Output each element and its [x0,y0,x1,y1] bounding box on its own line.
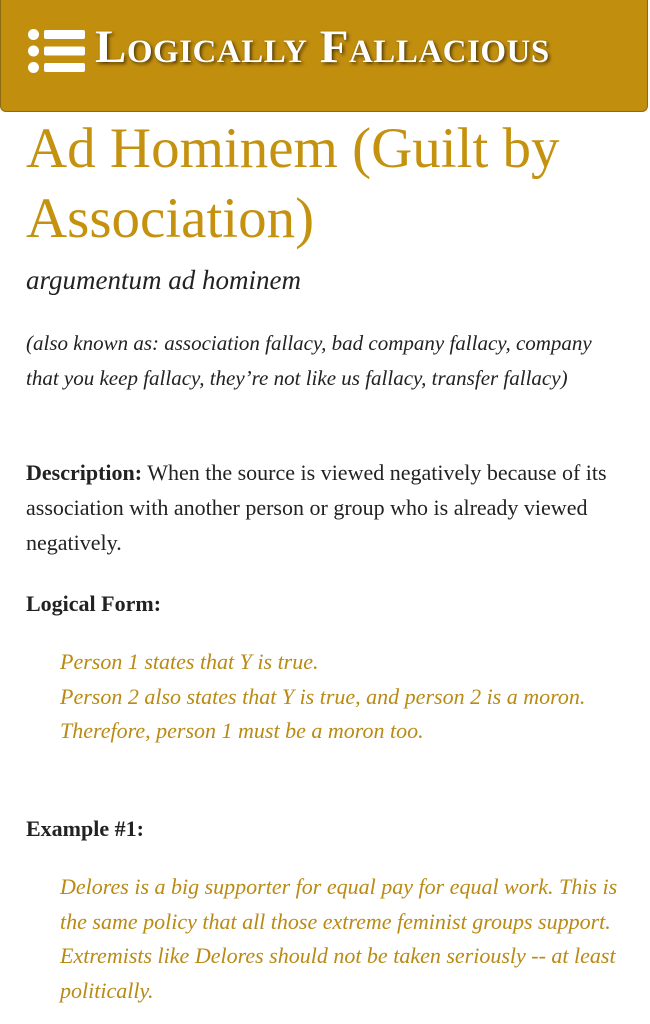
latin-name: argumentum ad hominem [26,265,301,295]
example-1-text: Delores is a big supporter for equal pay for equal work. This is the same policy that all those extreme feminist groups support. Extremists like Delores should not be taken seriously -- at least politically. [60,874,618,1003]
logical-form-label: Logical Form: [26,591,162,616]
logical-form-line: Therefore, person 1 must be a moron too. [60,718,424,743]
page-title: Ad Hominem (Guilt by Association) [26,117,560,250]
logical-form-line: Person 2 also states that Y is true, and person 2 is a moron. [60,683,586,709]
also-known-as: (also known as: association fallacy, bad company fallacy, company that you keep fallacy, they’re not like us fallacy, transfer fallacy) [26,331,592,390]
menu-list-icon[interactable] [27,28,85,74]
example-1-label: Example #1: [26,816,144,841]
description-text: When the source is viewed negatively because of its association with another person or group who is already viewed negatively. [26,460,607,555]
site-header [0,0,648,112]
logical-form-block [60,645,620,749]
logical-form-line: Person 1 states that Y is true. [60,649,319,674]
site-title-link[interactable]: Logically Fallacious [95,21,550,73]
description-label: Description: [26,460,143,485]
description-paragraph [26,455,626,560]
